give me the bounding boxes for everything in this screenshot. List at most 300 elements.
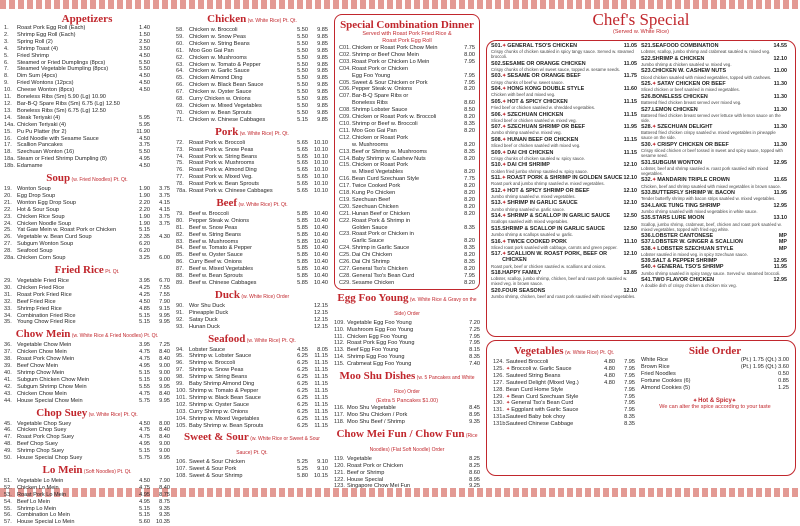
item-label: HOT & SPICY CHICKEN (507, 98, 568, 105)
item-name (189, 310, 290, 317)
item-label: Singapore Chow Mei Fun (347, 483, 411, 490)
item-price: 8.20 (464, 86, 475, 93)
item-number: S18. (491, 270, 503, 277)
item-label: Shrimp w. Snow Peas (189, 367, 244, 374)
menu-item-row (334, 334, 480, 341)
item-label: Shrimp Chow Mein (17, 369, 65, 376)
combo-item-row (339, 211, 475, 218)
item-label: SESAME OR ORANGE BEEF (507, 73, 581, 80)
chef-special-right (641, 43, 791, 334)
item-price-large (150, 129, 170, 136)
menu-item-row (4, 391, 170, 398)
item-price: 12.50 (623, 225, 637, 232)
item-label: HUNAN BEEF OR CHICKEN (507, 136, 579, 143)
item-name (189, 395, 290, 402)
menu-item-row (176, 75, 328, 82)
menu-item-row (334, 412, 480, 419)
item-number: C24. (339, 245, 351, 252)
item-price-large (150, 60, 170, 67)
item-price-large: 9.85 (317, 82, 328, 89)
item-label: Beef w. Mixed Vegetables (189, 266, 254, 273)
item-label: SZECHUAN DELIGHT (657, 124, 713, 131)
pork-headers: Pt. Qt. (273, 130, 289, 137)
item-number: C08. (339, 107, 351, 114)
item-price-small: 4.80 (604, 359, 615, 365)
menu-item-row (176, 140, 328, 147)
item-price-large: 11.15 (314, 360, 328, 367)
item-name (189, 409, 290, 416)
item-price-large (150, 227, 170, 234)
item-description: Golden fried jumbo shrimp sautéed w. spicy sauce. (491, 168, 588, 174)
item-name (189, 239, 290, 246)
item-label: Cheese Wonton (8pcs) (17, 87, 75, 94)
item-price-large (150, 53, 170, 60)
item-number: 39. (4, 363, 12, 370)
item-price-small (290, 317, 308, 324)
item-price-large: 10.40 (314, 266, 328, 273)
menu-item-row (4, 363, 170, 370)
menu-item-row (334, 347, 480, 354)
menu-item-row (176, 89, 328, 96)
item-name (17, 255, 132, 262)
item-number: S06. (491, 111, 503, 118)
item-price: 11.95 (623, 124, 637, 131)
combo-item-row (339, 259, 475, 266)
item-name (17, 492, 132, 499)
item-price-large: 12.15 (314, 309, 328, 316)
item-label: Shrimp w. Lobster Sauce (189, 353, 252, 360)
item-name (652, 107, 774, 113)
item-price-small: 4.50 (139, 87, 150, 94)
item-price-small: 4.75 (139, 356, 150, 363)
item-label: Combination Lo Mein (17, 512, 70, 519)
menu-item-row (4, 427, 170, 434)
item-label: Almond Cookies (5) (641, 384, 691, 391)
item-number: S17. (491, 251, 503, 258)
item-number: 44. (4, 397, 12, 404)
item-number: 83. (176, 238, 184, 245)
item-description: Diced chicken sautéed with mixed vegetables, topped with cashews. (641, 74, 772, 80)
item-label: BONELESS CHICKEN (652, 93, 708, 100)
item-description: Chicken, beef and shrimp sautéed with mixed vegetables in brown sauce. (641, 183, 781, 189)
item-price-small (442, 327, 460, 334)
item-name (652, 215, 773, 221)
item-price-small: 1.90 (139, 213, 150, 220)
item-number: 38. (4, 356, 12, 363)
item-price: 7.95 (464, 79, 475, 86)
item-label: House Special (347, 476, 384, 483)
combo-item-row (339, 128, 475, 135)
menu-item-row (176, 252, 328, 259)
item-price-large: 10.10 (314, 174, 328, 181)
item-price: 8.20 (464, 141, 475, 148)
item-price-large: 10.40 (314, 231, 328, 238)
item-name (17, 319, 132, 326)
item-name (189, 273, 290, 280)
combo-item-row (339, 169, 475, 176)
item-number: 122. (334, 476, 345, 483)
menu-item-row (176, 416, 328, 423)
menu-item-row (493, 373, 635, 380)
item-description: Crispy chunks of chicken sautéed in spicy tangy sauce. Served w. steamed broccoli. (491, 49, 634, 60)
special-item (491, 200, 637, 211)
item-number: 77. (176, 174, 184, 181)
item-description: A double dish of crispy chicken & chicken mix veg. (641, 283, 737, 289)
item-price-large: 8.40 (159, 356, 170, 363)
special-item-title (491, 61, 637, 67)
item-number: 51. (4, 477, 12, 484)
item-price-large: 8.75 (159, 491, 170, 498)
item-name (347, 419, 442, 426)
item-price-small (442, 320, 460, 327)
chili-pepper-icon: ✦ (502, 187, 507, 194)
menu-item-row (176, 167, 328, 174)
item-label: Golden Sauce (352, 224, 388, 231)
item-label: Chicken w. Broccoli (189, 27, 238, 33)
menu-item-row (4, 519, 170, 526)
chili-pepper-icon: ✦ (731, 397, 737, 404)
item-number: 114. (334, 354, 345, 361)
item-label: w. Mushrooms (352, 141, 389, 148)
combo-title: Special Combination Dinner (340, 19, 474, 31)
menu-item-row (4, 101, 170, 108)
item-name (506, 400, 597, 407)
item-number: 43. (4, 390, 12, 397)
menu-item-row (176, 160, 328, 167)
item-label: Roast Pork & Shrimp in (352, 217, 411, 224)
seafood-title: Seafood (208, 332, 246, 345)
item-label: Baby Shrimp Almond Ding (189, 381, 255, 388)
item-price-large: 10.40 (314, 273, 328, 280)
menu-item-row (176, 423, 328, 430)
item-label: Vegetable (347, 455, 372, 462)
item-price-large: 7.95 (624, 379, 635, 386)
item-price-small: 5.50 (297, 109, 308, 116)
menu-item-row (493, 400, 635, 407)
menu-item-row (334, 463, 480, 470)
menu-item-row (4, 506, 170, 513)
menu-item-row (4, 149, 170, 156)
item-name (17, 499, 132, 506)
item-number: S16. (491, 238, 503, 245)
item-number: C13. (339, 148, 351, 155)
item-label: Chicken Noodle Soup (17, 220, 72, 227)
item-label: Sweet & Sour Chicken (189, 459, 245, 466)
item-number: 71. (176, 116, 184, 123)
item-number: 104. (176, 415, 187, 422)
item-price-large: 8.40 (159, 434, 170, 441)
item-price-small: 1.90 (139, 220, 150, 227)
item-name (506, 414, 597, 421)
item-name (189, 317, 290, 324)
special-item (641, 107, 787, 123)
appetizers-heading (4, 13, 170, 25)
item-number: S13. (491, 200, 503, 207)
item-name (17, 207, 132, 214)
item-number: 19. (4, 186, 12, 193)
item-number: S32. (641, 177, 653, 184)
combo-item-row (339, 252, 475, 259)
item-name (347, 361, 442, 368)
item-number: 59. (176, 33, 184, 40)
combo-item-row (339, 59, 475, 66)
beef-heading (176, 197, 328, 211)
item-price-small: 5.50 (297, 27, 308, 33)
item-name (189, 218, 290, 225)
item-description: Lobster, beef and shrimp sautéed w. roast pork sautéed with mixed vegetables. (641, 165, 769, 176)
menu-item-row (4, 292, 170, 299)
menu-item-row (176, 147, 328, 154)
item-number: S28. (641, 124, 653, 131)
menu-item-row (4, 441, 170, 448)
vegetables-note: (w. White Rice) (563, 350, 599, 356)
item-price-small: 5.85 (297, 224, 308, 231)
item-name (17, 149, 132, 156)
item-price-small (442, 412, 460, 419)
item-label: Shrimp w. Black Bean Sauce (189, 394, 261, 401)
menu-item-row (176, 48, 328, 55)
item-price: 14.55 (773, 43, 787, 49)
item-label: General Tso's Bean Curd (352, 272, 415, 279)
item-number: 42. (4, 383, 12, 390)
item-name (17, 370, 132, 377)
item-label: Boneless Ribs (Sm) 5.90 (Lg) 10.90 (17, 94, 106, 101)
menu-item-row (493, 407, 635, 414)
item-price (455, 135, 475, 142)
item-number: 127. (493, 379, 504, 386)
chili-pepper-icon: ✦ (502, 213, 507, 220)
menu-item-row (176, 266, 328, 273)
item-price: 11.95 (773, 190, 787, 197)
item-price-large: 7.90 (159, 477, 170, 484)
menu-item-row (176, 55, 328, 62)
item-price-small: 3.75 (139, 142, 150, 149)
item-name (189, 367, 290, 374)
item-number: C14. (339, 155, 351, 162)
item-label: SESAME OR ORANGE CHICKEN (502, 60, 586, 67)
side-order-row (641, 357, 789, 364)
item-label: SHRIMP & CHICKEN (652, 55, 705, 62)
item-price-large: 8.35 (469, 354, 480, 361)
menu-item-row (176, 27, 328, 34)
item-price-large (150, 73, 170, 80)
item-name (17, 519, 132, 526)
item-name (506, 421, 597, 428)
item-number: S39. (641, 258, 653, 265)
vegetables-title: Vegetables (513, 345, 564, 357)
item-number: S20. (491, 287, 503, 294)
item-description: Jumbo shrimp & chicken sautéed w. mixed veg. (641, 61, 732, 67)
item-price: 0.85 (778, 377, 789, 384)
item-price-small: 1.90 (139, 186, 150, 193)
item-price-large: 10.40 (314, 280, 328, 286)
special-item-title (491, 73, 637, 79)
item-name (17, 73, 132, 80)
chop-suey-note: (w. White Rice) (87, 411, 123, 418)
item-number: 98. (176, 374, 184, 381)
item-label: Shrimp Fried Rice (17, 305, 62, 312)
combo-item-row (339, 162, 475, 169)
item-name (189, 347, 290, 354)
item-price-large (150, 101, 170, 108)
item-price-large: 10.40 (314, 224, 328, 231)
item-number: 106. (176, 459, 187, 466)
item-price: 8.35 (464, 148, 475, 155)
item-price-large (150, 39, 170, 46)
menu-item-row (4, 53, 170, 60)
special-item (641, 142, 787, 158)
menu-item-row (4, 87, 170, 94)
item-number: 18. (4, 149, 12, 156)
item-label: Chicken w. Bean Sprouts (189, 109, 252, 116)
chili-pepper-icon: ✦ (652, 264, 657, 271)
menu-item-row (176, 324, 328, 331)
item-label: General Tso's Chicken (352, 266, 408, 272)
item-name (189, 117, 290, 124)
special-item (491, 162, 637, 173)
item-number: C03. (339, 58, 351, 65)
item-number: 4. (4, 45, 9, 52)
chow-fun-title: Chow Mei Fun / Chow Fun (336, 427, 465, 440)
item-number: 8. (4, 73, 9, 80)
combo-item-row (339, 231, 475, 238)
item-name (506, 407, 597, 414)
special-item (491, 226, 637, 237)
item-number: S03. (491, 73, 503, 80)
item-number: 12. (4, 100, 12, 107)
menu-page (4, 10, 796, 526)
item-number: 14a. (4, 121, 15, 128)
item-label: Bean Curd Szechuan Style (352, 176, 420, 183)
item-label: Mushroom Egg Foo Young (347, 326, 414, 333)
item-label: Chicken Teriyaki (4) (17, 121, 67, 128)
sweet-sour-note: (w. White Rice or Sweet & Sour Sauce) (236, 436, 320, 457)
menu-item-row (4, 285, 170, 292)
item-price-small: 6.20 (139, 241, 150, 248)
item-number: 45. (4, 420, 12, 427)
item-number: 28a. (4, 255, 15, 262)
item-number: S30. (641, 141, 653, 148)
item-number: S15. (491, 225, 503, 232)
menu-item-row (4, 115, 170, 122)
item-number: C10. (339, 120, 351, 127)
combo-item-row (339, 280, 475, 287)
item-label: Moo Shu Chicken / Pork (347, 411, 408, 418)
item-price-large: 9.35 (159, 512, 170, 519)
item-name (17, 448, 132, 455)
item-name (17, 512, 132, 519)
item-number: 68. (176, 96, 184, 103)
menu-item-row (4, 306, 170, 313)
item-name (189, 34, 290, 41)
item-label: Roast Pork Lo Mein (17, 491, 67, 498)
combo-item-row (339, 86, 475, 93)
item-price-small: 6.25 (297, 353, 308, 360)
chow-fun-headers: Order (430, 446, 445, 453)
item-name (17, 299, 132, 306)
menu-item-row (176, 188, 328, 195)
item-description: Scallops sautéed with mixed vegetables. (491, 219, 569, 225)
item-price-small: 3.50 (139, 45, 150, 52)
item-price-small: 6.25 (297, 422, 308, 429)
item-price-large: 9.00 (159, 376, 170, 383)
item-number: 25. (4, 227, 12, 234)
chili-pepper-icon: ✦ (502, 162, 507, 169)
item-price-large: 8.00 (159, 420, 170, 427)
item-number: 20. (4, 192, 12, 199)
item-description: Crispy chunks of chicken w/ sweet sauce, topped w. sesame seeds. (491, 66, 620, 72)
item-price-small: 5.65 (297, 167, 308, 174)
item-name (189, 459, 290, 466)
special-item (641, 160, 787, 176)
item-number (339, 142, 352, 149)
lo-mein-note: (Soft Noodles) (82, 468, 116, 475)
item-label: SHRIMP IN GARLIC SAUCE (507, 200, 578, 207)
item-name (189, 82, 290, 89)
sweet-sour-heading (176, 431, 328, 459)
chili-pepper-icon: ✦ (502, 136, 507, 143)
menu-item-row (176, 239, 328, 246)
item-number: S25. (641, 81, 653, 88)
moo-shu-heading (334, 370, 480, 398)
egg-foo-headers: Order (405, 310, 420, 317)
item-price: 7.75 (464, 176, 475, 183)
item-name (189, 381, 290, 388)
pork-title: Pork (215, 125, 239, 138)
item-name (189, 388, 290, 395)
item-label: Kung Po Chicken (352, 190, 396, 197)
item-price: 8.35 (464, 120, 475, 127)
item-label: Vegetable w. Bean Curd Soup (17, 234, 92, 241)
menu-item-row (176, 68, 328, 75)
menu-item-row (4, 478, 170, 485)
item-number: 105. (176, 422, 187, 429)
item-name (17, 101, 132, 108)
item-label: Shrimp Egg Foo Young (347, 354, 405, 361)
item-name (189, 252, 290, 259)
item-number: 37. (4, 349, 12, 356)
chow-mein-heading (4, 328, 170, 342)
special-item-title (491, 162, 637, 168)
item-price-large (150, 241, 170, 248)
item-number: 32. (4, 298, 12, 305)
item-name (17, 53, 132, 60)
item-number: 22. (4, 206, 12, 213)
fried-rice-headers: Pt. Qt. (103, 269, 120, 275)
combo-item-row (339, 142, 475, 149)
item-price-large: 9.10 (317, 466, 328, 473)
item-label: House Special Lo Mein (17, 519, 75, 526)
item-label: Shrimp in Garlic Sauce (352, 245, 410, 252)
item-number: 62. (176, 54, 184, 61)
item-price-large: 8.75 (159, 498, 170, 505)
menu-item-row (4, 349, 170, 356)
item-price: 11.15 (623, 111, 637, 118)
item-label: Roast Pork w. Broccoli (189, 139, 245, 146)
menu-item-row (4, 499, 170, 506)
item-label: Scallion Pancakes (17, 142, 63, 149)
combo-item-row (339, 80, 475, 87)
item-name (189, 147, 290, 154)
item-description: Jumbo shrimp sautéed in spicy tangy sauce. Served w. steamed broccoli. (641, 270, 781, 276)
item-label: BUTTERFLY SHRIMP W. BACON (652, 190, 735, 197)
item-number: C01. (339, 45, 351, 51)
item-price: 11.30 (773, 141, 787, 148)
item-label: Yat Gaw Mein w. Roast Pork or Chicken (17, 227, 117, 234)
duck-heading (176, 289, 328, 303)
special-item (641, 177, 787, 188)
item-number: 3. (4, 38, 9, 45)
